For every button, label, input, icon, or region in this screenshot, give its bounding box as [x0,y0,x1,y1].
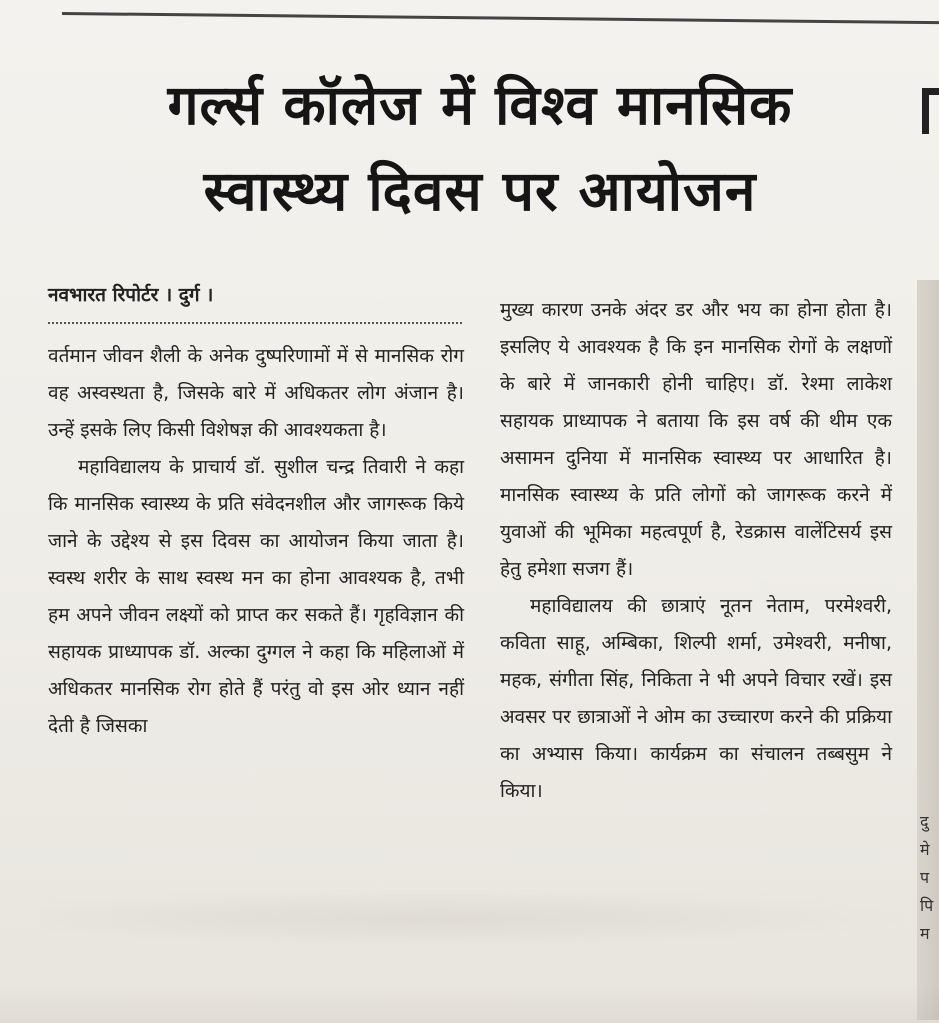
headline [70,62,890,234]
paragraph-continuation: मुख्य कारण उनके अंदर डर और भय का होना होता है। इसलिए ये आवश्यक है कि इन मानसिक रोगों के लक्षणों के बारे में जानकारी होनी चाहिए। डॉ. रेश्मा लाकेश सहायक प्राध्यापक ने बताया कि इस वर्ष की थीम एक असामन दुनिया में मानसिक स्वास्थ्य पर आधारित है। मानसिक स्वास्थ्य के प्रति लोगों को जागरूक करने में युवाओं की भूमिका महत्वपूर्ण है, रेडक्रास वालेंटिसर्य इस हेतु हमेशा सजग हैं। [500,299,892,580]
headline-line-1: गर्ल्स कॉलेज में विश्व मानसिक [167,73,793,137]
byline: नवभारत रिपोर्टर । दुर्ग । [48,280,462,324]
paragraph-students: महाविद्यालय की छात्राएं नूतन नेताम, परमेश्वरी, कविता साहू, अम्बिका, शिल्पी शर्मा, उमेश्वरी, मनीषा, महक, संगीता सिंह, निकिता ने भी अपने विचार रखें। इस अवसर पर छात्राओं ने ओम का उच्चारण करने की प्रक्रिया का अभ्यास किया। कार्यक्रम का संचालन तब्बसुम ने किया। [500,595,892,802]
top-rule [62,12,939,24]
article-column-right [500,292,892,810]
page-bottom-shadow [0,983,939,1023]
print-bleed-smudge [40,888,920,948]
adjacent-article-headline-fragment [922,88,939,134]
paragraph-principal-quote: महाविद्यालय के प्राचार्य डॉ. सुशील चन्द्र तिवारी ने कहा कि मानसिक स्वास्थ्य के प्रति संवेदनशील और जागरूक किये जाने के उद्देश्य से इस दिवस का आयोजन किया जाता है। स्वस्थ शरीर के साथ स्वस्थ मन का होना आवश्यक है, तभी हम अपने जीवन लक्ष्यों को प्राप्त कर सकते हैं। गृहविज्ञान की सहायक प्राध्यापक डॉ. अल्का दुग्गल ने कहा कि महिलाओं में अधिकतर मानसिक रोग होते हैं परंतु वो इस ओर ध्यान नहीं देती है जिसका [48,456,464,737]
adjacent-column-text-fragment: दु मे प पि म [920,812,934,943]
headline-line-2: स्वास्थ्य दिवस पर आयोजन [203,159,757,223]
article-column-left [48,280,464,745]
paragraph-intro: वर्तमान जीवन शैली के अनेक दुष्परिणामों में से मानसिक रोग वह अस्वस्थता है, जिसके बारे में अधिकतर लोग अंजान है। उन्हें इसके लिए किसी विशेषज्ञ की आवश्यकता है। [48,345,464,441]
